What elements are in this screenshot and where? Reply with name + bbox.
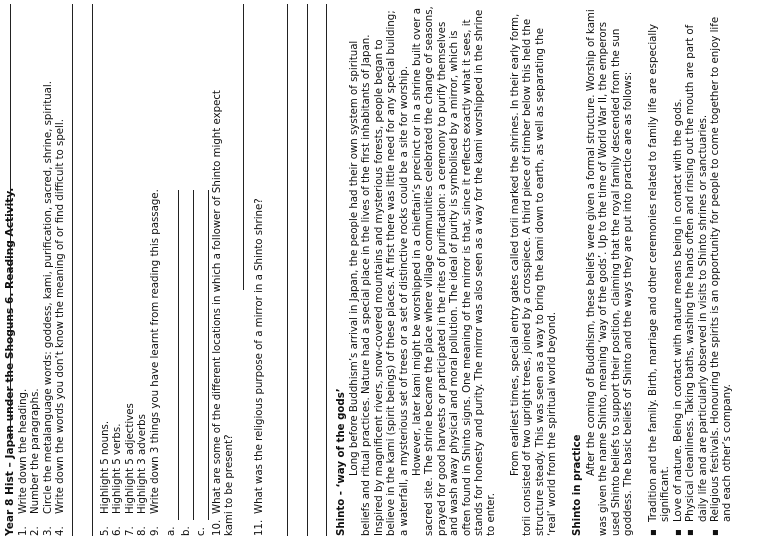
highlight-task-list (100, 16, 162, 536)
task-number: 1. (18, 526, 29, 536)
answer-line (287, 4, 288, 536)
answer-line (72, 4, 73, 536)
task-number: 8. (137, 526, 149, 536)
task-number: 4. (55, 526, 67, 536)
task-item (18, 16, 30, 536)
task-item (55, 16, 67, 536)
paragraph-1: Long before Buddhism’s arrival in Japan, the people had their own system of spiritual beliefs and ritual practices. Nature had a special place in the lives of the first inhabitants of Japan. Inspired by magnificent rivers, snow-covered mountains and mysterious forests, people began to believe in the kami (spirit beings) of these places. At first there was little need for any special building; a waterfall, a mysterious set of trees or a set of distinctive rocks could be a site for worship. (349, 10, 410, 536)
question-text: What was the religious purpose of a mirror in a Shinto shrine? (254, 198, 265, 514)
paragraph-3: From earliest times, special entry gates called torii marked the shrines. In their early form, torii consisted of two upright trees, joined by a crosspiece. A third piece of timber below this held the structure steady. This was seen as a way to bring the kami down to earth, as well as separating the ‘real’ world from the spiritual world beyond. (510, 13, 559, 536)
beliefs-list (648, 6, 735, 536)
answer-line (10, 4, 11, 440)
question-10 (212, 90, 237, 536)
question-11 (254, 198, 266, 536)
answer-line (92, 4, 93, 536)
answer-line (193, 190, 194, 520)
task-item (43, 16, 55, 536)
task-text: Write down the heading. (18, 388, 29, 514)
task-list (18, 16, 68, 536)
task-item (125, 16, 137, 536)
task-text: Circle the metalanguage words: goddess, kami, purification, sacred, shrine, spiritual. (42, 81, 54, 514)
question-number: 10. (212, 519, 223, 536)
paragraph-2: However, later kami might be worshipped in a chieftain’s precinct or in a shrine built over a sacred site. The shrine became the place where village communities celebrated the change of seasons, prayed for good harvests or participated in the rites of purification: a ceremony to purify themselves and wash away physical and moral pollution. The ideal of purity is symbolised by a mirror, which is often found in Shinto signs. One meaning of the mirror is that, since it reflects exactly what it sees, it stands for honesty and purity. The mirror was also seen as a way for the kami worshipped in the shrine to enter. (412, 6, 498, 536)
answer-line (243, 4, 244, 290)
answer-line (208, 190, 209, 520)
task-number: 6. (112, 526, 124, 536)
list-item: ▪ Physical cleanliness. Taking baths, washing the hands often and rinsing out the mouth are part of daily life and are particularly observed in visits to Shinto shrines or sanctuaries. (685, 6, 710, 536)
task-text: Highlight 5 adjectives (124, 403, 136, 514)
task-number: 3. (42, 526, 54, 536)
task-number: 7. (124, 526, 136, 536)
answer-letter: b. (181, 526, 192, 536)
list-item: ▪ Love of nature. Being in contact with nature means being in contact with the gods. (673, 6, 685, 536)
answer-a (166, 527, 178, 536)
list-item: ▪ Religious festivals. Honouring the spirits is an opportunity for people to come together to enjoy life and each other’s company. (710, 6, 735, 536)
answer-line (178, 190, 179, 520)
list-item: ▪ Tradition and the family. Birth, marriage and other ceremonies related to family life are especially significant. (648, 6, 673, 536)
question-text-continued: kami to be present? (224, 434, 236, 536)
task-number: 9. (149, 526, 161, 536)
question-number: 11. (254, 519, 265, 536)
answer-c (196, 527, 208, 536)
answer-line (307, 4, 308, 536)
task-text: Highlight 3 adverbs (137, 414, 149, 514)
task-item (150, 16, 162, 536)
section-title-practice: Shinto in practice (572, 434, 583, 536)
paragraph-4: After the coming of Buddhism, these beliefs were given a formal structure. Worship of kami was given the name Shinto, meaning ‘way of the gods’. Up to the time of World War II, the emperors used Shinto beliefs to support their position, claiming that the royal family descended from the sun goddess. The basic beliefs of Shinto and the ways they are put into practice are as follows: (586, 9, 635, 536)
task-text: Highlight 5 verbs. (112, 423, 124, 514)
section-title-shinto: Shinto - ‘way of the gods’ (336, 388, 347, 536)
task-item (30, 16, 42, 536)
task-number: 5. (100, 526, 111, 536)
worksheet-heading: Year 8 Hist – Japan under the Shoguns 6. Reading Activity. (4, 187, 16, 536)
answer-letter: a. (166, 526, 177, 536)
task-text: Highlight 5 nouns. (100, 420, 111, 514)
question-text: What are some of the different locations in which a follower of Shinto might expect (212, 90, 223, 514)
task-number: 2. (30, 526, 42, 536)
task-text: Write down the words you don’t know the meaning of or find difficult to spell. (55, 119, 67, 514)
task-text: Write down 3 things you have learnt from reading this passage. (149, 189, 161, 514)
answer-b (181, 526, 193, 536)
task-item (100, 16, 112, 536)
task-item (137, 16, 149, 536)
task-item (112, 16, 124, 536)
answer-line (326, 4, 327, 536)
task-text: Number the paragraphs. (30, 388, 42, 514)
answer-letter: c. (196, 527, 207, 536)
